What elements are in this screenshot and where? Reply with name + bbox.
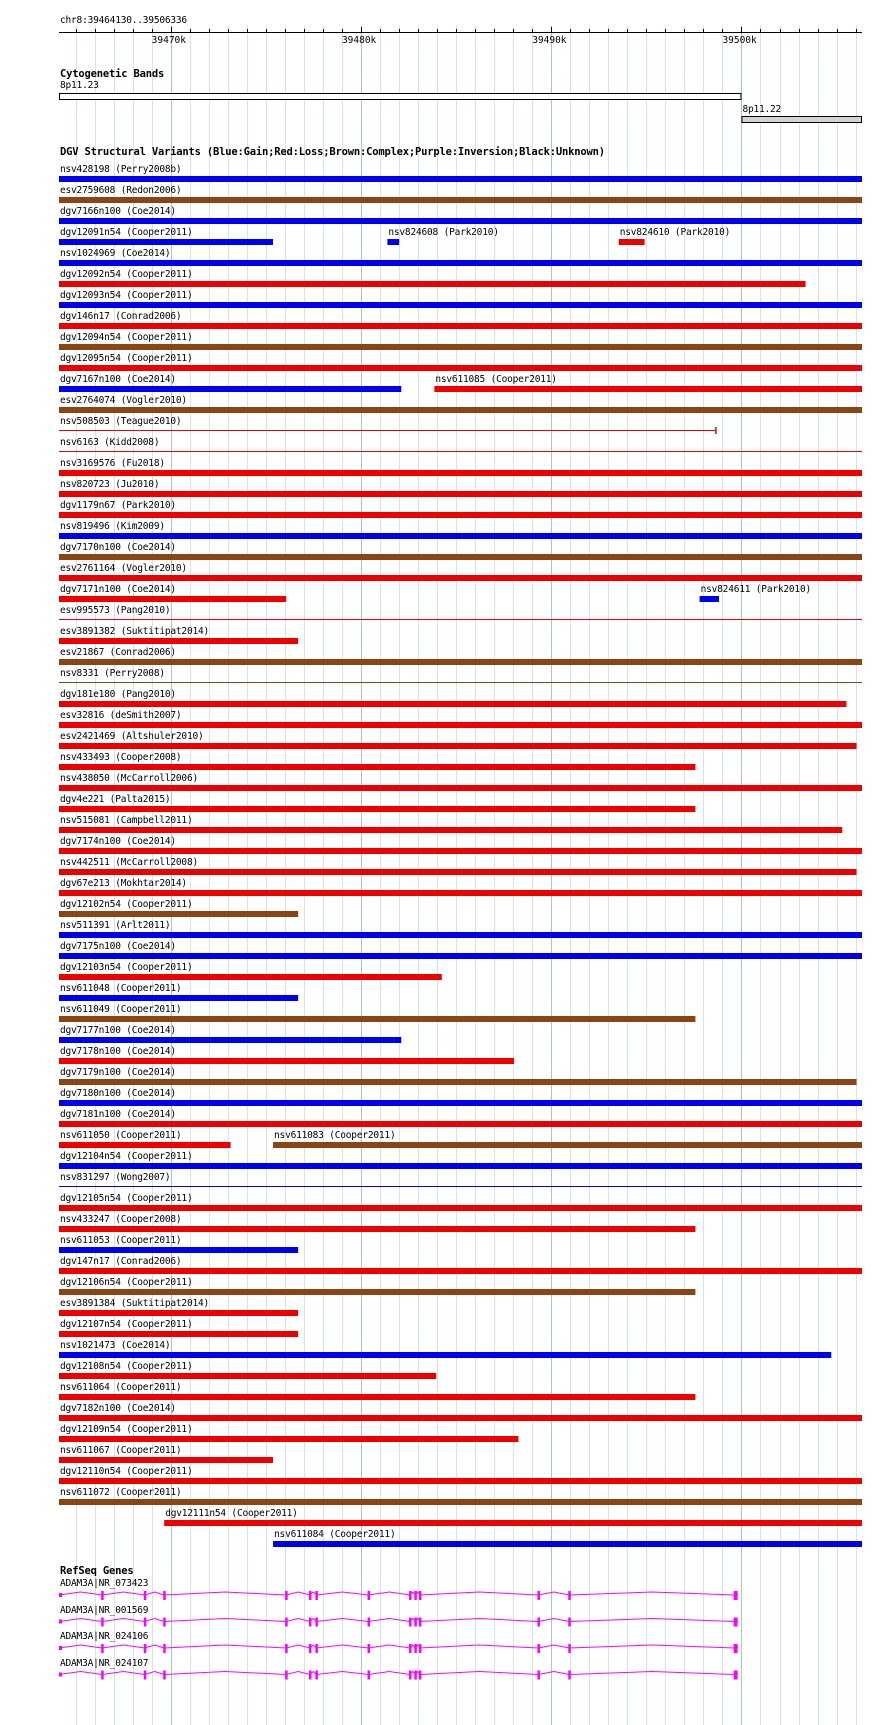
dgv-variant-label: dgv12093n54 (Cooper2011): [60, 290, 193, 301]
dgv-variant-bar[interactable]: [59, 596, 286, 602]
dgv-variant-bar[interactable]: [59, 1163, 862, 1169]
dgv-variant-label: nsv428198 (Perry2008b): [60, 164, 182, 175]
dgv-variant-bar[interactable]: [59, 491, 862, 497]
refseq-gene-exon[interactable]: [309, 1591, 312, 1600]
refseq-gene-exon[interactable]: [419, 1644, 422, 1653]
refseq-gene-exon[interactable]: [144, 1618, 147, 1627]
refseq-gene-exon[interactable]: [101, 1644, 104, 1653]
refseq-gene-exon[interactable]: [568, 1671, 571, 1680]
refseq-gene-exon[interactable]: [419, 1671, 422, 1680]
refseq-gene-exon[interactable]: [315, 1644, 318, 1653]
refseq-gene-exon[interactable]: [368, 1591, 371, 1600]
dgv-variant-bar[interactable]: [59, 365, 862, 371]
dgv-variant-bar[interactable]: [59, 890, 862, 896]
refseq-gene-exon[interactable]: [315, 1671, 318, 1680]
dgv-variant-bar[interactable]: [59, 1289, 695, 1295]
dgv-variant-label: nsv433493 (Cooper2008): [60, 752, 182, 763]
dgv-variant-bar[interactable]: [59, 176, 862, 182]
dgv-variant-label: nsv611067 (Cooper2011): [60, 1445, 182, 1456]
dgv-variant-label: nsv1024969 (Coe2014): [60, 248, 171, 259]
refseq-gene-exon[interactable]: [419, 1618, 422, 1627]
refseq-gene-exon[interactable]: [414, 1591, 417, 1600]
dgv-variant-bar[interactable]: [59, 995, 298, 1001]
refseq-gene-exon[interactable]: [163, 1671, 166, 1680]
refseq-gene-exon[interactable]: [368, 1618, 371, 1627]
dgv-variant-bar[interactable]: [59, 869, 857, 875]
dgv-variant-label: nsv508503 (Teague2010): [60, 416, 182, 427]
dgv-variant-bar[interactable]: [59, 260, 862, 266]
dgv-variant-label: dgv7167n100 (Coe2014): [60, 374, 176, 385]
refseq-gene-exon[interactable]: [315, 1591, 318, 1600]
dgv-variant-label: nsv6163 (Kidd2008): [60, 437, 160, 448]
dgv-variant-label: nsv438050 (McCarroll2006): [60, 773, 198, 784]
refseq-gene-utr: [59, 1673, 62, 1677]
dgv-variant-bar[interactable]: [59, 953, 862, 959]
refseq-gene-intron[interactable]: [59, 1592, 738, 1595]
dgv-variant-bar[interactable]: [59, 554, 862, 560]
dgv-variant-label: dgv12106n54 (Cooper2011): [60, 1277, 193, 1288]
dgv-variant-label: dgv7166n100 (Coe2014): [60, 206, 176, 217]
dgv-variant-bar[interactable]: [59, 619, 862, 620]
dgv-variant-label: nsv611053 (Cooper2011): [60, 1235, 182, 1246]
dgv-variant-bar[interactable]: [273, 1142, 862, 1148]
dgv-variant-bar[interactable]: [59, 1186, 862, 1187]
dgv-variant-bar[interactable]: [59, 575, 862, 581]
dgv-variant-label: dgv7182n100 (Coe2014): [60, 1403, 176, 1414]
refseq-gene-exon[interactable]: [409, 1671, 412, 1680]
cytoband-label: 8p11.22: [742, 104, 782, 115]
refseq-gene-exon[interactable]: [144, 1644, 147, 1653]
refseq-gene-exon[interactable]: [163, 1591, 166, 1600]
dgv-variant-bar[interactable]: [59, 1142, 231, 1148]
refseq-gene-exon[interactable]: [309, 1644, 312, 1653]
dgv-variant-label: dgv12095n54 (Cooper2011): [60, 353, 193, 364]
dgv-variant-label: nsv8331 (Perry2008): [60, 668, 165, 679]
refseq-gene-exon[interactable]: [414, 1644, 417, 1653]
refseq-gene-exon[interactable]: [144, 1591, 147, 1600]
refseq-gene-exon[interactable]: [568, 1591, 571, 1600]
dgv-variant-bar[interactable]: [59, 1016, 695, 1022]
dgv-variant-label: nsv611083 (Cooper2011): [274, 1130, 396, 1141]
refseq-gene-exon[interactable]: [101, 1618, 104, 1627]
dgv-variant-label: dgv7170n100 (Coe2014): [60, 542, 176, 553]
refseq-gene-exon[interactable]: [101, 1671, 104, 1680]
dgv-variant-bar[interactable]: [59, 932, 862, 938]
dgv-variant-label: dgv7171n100 (Coe2014): [60, 584, 176, 595]
dgv-variant-bar[interactable]: [59, 1457, 273, 1463]
refseq-gene-exon[interactable]: [144, 1671, 147, 1680]
dgv-variant-label: dgv147n17 (Conrad2006): [60, 1256, 182, 1267]
dgv-variant-label: esv2764074 (Vogler2010): [60, 395, 187, 406]
dgv-variant-label: nsv611085 (Cooper2011): [435, 374, 557, 385]
dgv-variant-label: nsv1021473 (Coe2014): [60, 1340, 171, 1351]
dgv-variant-bar[interactable]: [59, 430, 716, 431]
refseq-gene-intron[interactable]: [59, 1619, 738, 1622]
dgv-variant-bar[interactable]: [59, 1331, 298, 1337]
dgv-variant-bar[interactable]: [59, 682, 862, 683]
refseq-gene-label: ADAM3A|NR_024106: [60, 1631, 149, 1642]
dgv-variant-label: nsv820723 (Ju2010): [60, 479, 160, 490]
refseq-gene-exon[interactable]: [163, 1618, 166, 1627]
dgv-variant-bar[interactable]: [59, 1037, 401, 1043]
dgv-variant-bar[interactable]: [59, 659, 862, 665]
dgv-track-title[interactable]: DGV Structural Variants (Blue:Gain;Red:Loss;Brown:Complex;Purple:Inversion;Black:Unknown): [60, 146, 605, 158]
dgv-variant-label: dgv146n17 (Conrad2006): [60, 311, 182, 322]
dgv-variant-label: nsv611049 (Cooper2011): [60, 1004, 182, 1015]
dgv-variant-bar[interactable]: [59, 470, 862, 476]
dgv-variant-label: dgv67e213 (Mokhtar2014): [60, 878, 187, 889]
refseq-gene-exon[interactable]: [409, 1591, 412, 1600]
refseq-gene-label: ADAM3A|NR_073423: [60, 1578, 149, 1589]
dgv-variant-label: dgv12110n54 (Cooper2011): [60, 1466, 193, 1477]
refseq-gene-exon[interactable]: [734, 1618, 738, 1627]
dgv-variant-label: esv2421469 (Altshuler2010): [60, 731, 204, 742]
dgv-variant-bar[interactable]: [59, 451, 862, 452]
dgv-variant-bar[interactable]: [387, 239, 399, 245]
refseq-gene-exon[interactable]: [285, 1644, 288, 1653]
refseq-gene-utr: [59, 1620, 62, 1624]
refseq-gene-label: ADAM3A|NR_001569: [60, 1604, 149, 1616]
dgv-variant-label: nsv3169576 (Fu2018): [60, 458, 165, 469]
dgv-variant-bar[interactable]: [619, 239, 645, 245]
dgv-variant-bar[interactable]: [700, 596, 719, 602]
refseq-gene-exon[interactable]: [101, 1591, 104, 1600]
dgv-variant-label: dgv1179n67 (Park2010): [60, 500, 176, 511]
dgv-variant-label: nsv824611 (Park2010): [700, 584, 811, 595]
refseq-gene-exon[interactable]: [409, 1644, 412, 1653]
dgv-variant-bar[interactable]: [59, 1247, 298, 1253]
refseq-gene-exon[interactable]: [285, 1671, 288, 1680]
dgv-variant-label: nsv511391 (Arlt2011): [60, 920, 171, 931]
dgv-variant-label: dgv7179n100 (Coe2014): [60, 1067, 176, 1078]
dgv-variant-label: dgv12103n54 (Cooper2011): [60, 962, 193, 973]
dgv-variant-bar[interactable]: [59, 806, 695, 812]
refseq-gene-intron[interactable]: [59, 1672, 738, 1675]
dgv-variant-bar[interactable]: [59, 1100, 862, 1106]
dgv-variant-bar[interactable]: [59, 1373, 436, 1379]
refseq-gene-exon[interactable]: [309, 1671, 312, 1680]
dgv-variant-label: dgv7174n100 (Coe2014): [60, 836, 176, 847]
dgv-variant-bar[interactable]: [59, 1058, 514, 1064]
cytoband-track-title[interactable]: Cytogenetic Bands: [60, 68, 165, 80]
ruler-position: chr8:39464130..39506336: [60, 15, 187, 26]
dgv-variant-bar[interactable]: [59, 218, 862, 224]
dgv-variant-label: esv3891382 (Suktitipat2014): [60, 626, 210, 637]
dgv-variant-label: esv995573 (Pang2010): [60, 605, 171, 616]
refseq-gene-exon[interactable]: [537, 1618, 540, 1627]
dgv-variant-bar[interactable]: [59, 1205, 862, 1211]
dgv-variant-label: nsv824608 (Park2010): [388, 227, 499, 238]
ruler-tick-label: 39500k: [722, 35, 757, 46]
dgv-variant-bar[interactable]: [59, 1121, 862, 1127]
refseq-gene-exon[interactable]: [315, 1618, 318, 1627]
refseq-track-title[interactable]: RefSeq Genes: [60, 1565, 134, 1577]
dgv-variant-bar[interactable]: [59, 1478, 862, 1484]
dgv-variant-bar[interactable]: [59, 1079, 857, 1085]
dgv-variant-bar[interactable]: [59, 281, 806, 287]
dgv-variant-label: esv3891384 (Suktitipat2014): [60, 1298, 210, 1309]
refseq-gene-exon[interactable]: [414, 1618, 417, 1627]
dgv-variant-label: dgv7175n100 (Coe2014): [60, 941, 176, 952]
dgv-variant-label: nsv611050 (Cooper2011): [60, 1130, 182, 1141]
dgv-variant-label: dgv12092n54 (Cooper2011): [60, 269, 193, 280]
dgv-variant-label: nsv611048 (Cooper2011): [60, 983, 182, 994]
ruler-tick-label: 39480k: [341, 35, 377, 46]
dgv-variant-bar[interactable]: [164, 1520, 862, 1526]
dgv-variant-label: esv21867 (Conrad2006): [60, 647, 176, 658]
refseq-gene-exon[interactable]: [537, 1671, 540, 1680]
refseq-gene-exon[interactable]: [368, 1671, 371, 1680]
dgv-variant-bar[interactable]: [59, 785, 862, 791]
dgv-variant-label: dgv7178n100 (Coe2014): [60, 1046, 176, 1057]
ruler-tick-label: 39470k: [151, 35, 186, 46]
refseq-gene-exon[interactable]: [368, 1644, 371, 1653]
dgv-variant-bar[interactable]: [59, 407, 862, 413]
dgv-variant-label: dgv7181n100 (Coe2014): [60, 1109, 176, 1120]
dgv-variant-label: esv2759608 (Redon2006): [60, 185, 182, 196]
dgv-variant-bar[interactable]: [59, 1352, 831, 1358]
dgv-variant-label: dgv12109n54 (Cooper2011): [60, 1424, 193, 1435]
dgv-variant-bar[interactable]: [59, 743, 857, 749]
cytoband-label: 8p11.23: [60, 80, 99, 91]
dgv-variant-bar[interactable]: [59, 764, 695, 770]
dgv-variant-bar[interactable]: [59, 344, 862, 350]
dgv-variant-bar[interactable]: [59, 197, 862, 203]
dgv-variant-label: dgv12108n54 (Cooper2011): [60, 1361, 193, 1372]
dgv-variant-label: dgv7180n100 (Coe2014): [60, 1088, 176, 1099]
refseq-gene-exon[interactable]: [568, 1618, 571, 1627]
dgv-variant-label: dgv12091n54 (Cooper2011): [60, 227, 193, 238]
dgv-variant-bar[interactable]: [59, 1310, 298, 1316]
refseq-gene-exon[interactable]: [163, 1644, 166, 1653]
refseq-gene-exon[interactable]: [419, 1591, 422, 1600]
refseq-gene-exon[interactable]: [285, 1618, 288, 1627]
dgv-variant-label: dgv12107n54 (Cooper2011): [60, 1319, 193, 1330]
dgv-variant-bar[interactable]: [59, 974, 442, 980]
dgv-variant-bar[interactable]: [59, 533, 862, 539]
dgv-variant-label: nsv433247 (Cooper2008): [60, 1214, 182, 1225]
dgv-variant-label: dgv12111n54 (Cooper2011): [165, 1508, 298, 1519]
dgv-variant-bar[interactable]: [59, 1226, 695, 1232]
dgv-variant-bar[interactable]: [59, 848, 862, 854]
dgv-variant-bar[interactable]: [434, 386, 862, 392]
dgv-variant-label: nsv442511 (McCarroll2008): [60, 857, 198, 868]
dgv-variant-bar[interactable]: [273, 1541, 862, 1547]
dgv-variant-bar[interactable]: [59, 1415, 862, 1421]
refseq-gene-intron[interactable]: [59, 1645, 738, 1648]
dgv-variant-label: nsv824610 (Park2010): [619, 227, 731, 238]
dgv-variant-bar[interactable]: [59, 722, 862, 728]
dgv-variant-bar[interactable]: [59, 323, 862, 329]
ruler-tick-label: 39490k: [532, 35, 567, 46]
dgv-variant-bar[interactable]: [59, 911, 298, 917]
dgv-variant-bar[interactable]: [59, 827, 842, 833]
cytoband-8p11.23[interactable]: [60, 94, 741, 100]
dgv-variant-label: nsv611072 (Cooper2011): [60, 1487, 182, 1498]
dgv-variant-label: nsv515081 (Campbell2011): [60, 815, 193, 826]
dgv-variant-label: dgv7177n100 (Coe2014): [60, 1025, 176, 1036]
dgv-variant-bar[interactable]: [59, 1394, 695, 1400]
dgv-variant-label: dgv12102n54 (Cooper2011): [60, 899, 193, 910]
cytoband-8p11.22[interactable]: [742, 117, 862, 123]
refseq-gene-exon[interactable]: [734, 1591, 738, 1600]
dgv-variant-label: nsv819496 (Kim2009): [60, 521, 165, 532]
dgv-variant-bar[interactable]: [59, 239, 273, 245]
refseq-gene-label: ADAM3A|NR_024107: [60, 1657, 149, 1669]
refseq-gene-exon[interactable]: [285, 1591, 288, 1600]
dgv-variant-label: nsv831297 (Wong2007): [60, 1172, 171, 1183]
dgv-variant-label: nsv611084 (Cooper2011): [274, 1529, 396, 1540]
dgv-variant-label: esv32816 (deSmith2007): [60, 710, 182, 721]
dgv-variant-label: esv2761164 (Vogler2010): [60, 563, 187, 574]
dgv-variant-bar[interactable]: [59, 1436, 518, 1442]
refseq-gene-exon[interactable]: [537, 1644, 540, 1653]
dgv-variant-label: dgv181e180 (Pang2010): [60, 689, 176, 700]
refseq-gene-exon[interactable]: [734, 1671, 738, 1680]
dgv-variant-bar[interactable]: [59, 638, 298, 644]
dgv-variant-bar[interactable]: [59, 386, 401, 392]
refseq-gene-exon[interactable]: [409, 1618, 412, 1627]
dgv-variant-label: dgv12094n54 (Cooper2011): [60, 332, 193, 343]
refseq-gene-exon[interactable]: [734, 1644, 738, 1653]
dgv-variant-label: nsv611064 (Cooper2011): [60, 1382, 182, 1393]
refseq-gene-utr: [59, 1646, 62, 1650]
refseq-gene-exon[interactable]: [414, 1671, 417, 1680]
refseq-gene-exon[interactable]: [537, 1591, 540, 1600]
dgv-variant-bar[interactable]: [59, 1268, 862, 1274]
refseq-gene-exon[interactable]: [309, 1618, 312, 1627]
refseq-gene-exon[interactable]: [568, 1644, 571, 1653]
dgv-variant-label: dgv12105n54 (Cooper2011): [60, 1193, 193, 1204]
dgv-variant-label: dgv4e221 (Palta2015): [60, 794, 171, 805]
dgv-variant-bar[interactable]: [59, 302, 862, 308]
dgv-variant-bar[interactable]: [59, 701, 846, 707]
refseq-gene-utr: [59, 1593, 62, 1597]
dgv-variant-label: dgv12104n54 (Cooper2011): [60, 1151, 193, 1162]
dgv-variant-bar[interactable]: [59, 512, 862, 518]
dgv-variant-end-cap: [715, 427, 717, 434]
dgv-variant-bar[interactable]: [59, 1499, 862, 1505]
